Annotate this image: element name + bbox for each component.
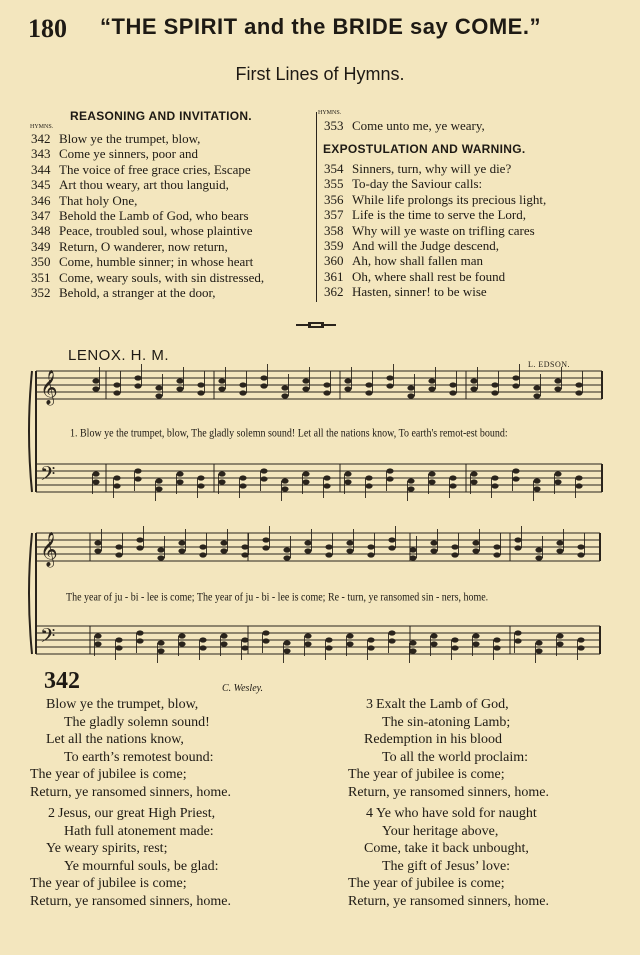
hymn-first-line: And will the Judge descend, xyxy=(352,238,499,253)
composer-name: L. EDSON. xyxy=(528,360,571,369)
verse-line: The year of jubilee is come; xyxy=(30,767,187,782)
hymn-index-number: 360 xyxy=(324,253,344,269)
hymn-first-line: Come unto me, ye weary, xyxy=(352,118,485,133)
hymn-index-number: 343 xyxy=(31,146,51,162)
page-number: 180 xyxy=(28,14,67,43)
verse-line: Return, ye ransomed sinners, home. xyxy=(348,784,550,800)
verse-line: Jesus, our great High Priest, xyxy=(58,806,216,821)
verse-line: Your heritage above, xyxy=(382,823,499,839)
hymn-index-number: 359 xyxy=(324,238,344,253)
hymn-first-line: While life prolongs its precious light, xyxy=(352,191,547,207)
lyric-line-1: 1. Blow ye the trumpet, blow, The gladly solemn sound! Let all the nations know, To earth's remot-est bound: xyxy=(70,427,508,440)
system-1-bass-clef: 𝄢 xyxy=(40,462,56,490)
hymns-label-left: HYMNS. xyxy=(30,124,54,130)
hymn-index-number: 344 xyxy=(31,161,51,177)
verse-number: 2 xyxy=(48,806,55,821)
verse-line: Ye who have sold for naught xyxy=(376,806,537,821)
hymn-first-line: Sinners, turn, why will ye die? xyxy=(352,161,512,176)
verse-line: Hath full atonement made: xyxy=(64,823,214,839)
hymn-index-number: 356 xyxy=(324,191,344,207)
hymn-number: 342 xyxy=(44,668,80,694)
verse-line: The year of jubilee is come; xyxy=(30,876,187,891)
verse-line: The sin-atoning Lamb; xyxy=(382,714,511,730)
hymn-first-line: Hasten, sinner! to be wise xyxy=(352,284,487,300)
hymn-first-line: Come, humble sinner; in whose heart xyxy=(59,254,254,270)
verse-line: Blow ye the trumpet, blow, xyxy=(46,697,199,712)
system-2-brace xyxy=(29,533,32,654)
hymn-index-number: 348 xyxy=(31,223,51,239)
verse-line: Come, take it back unbought, xyxy=(364,841,529,856)
verse-line: Ye weary spirits, rest; xyxy=(46,841,168,856)
hymn-first-line: Blow ye the trumpet, blow, xyxy=(59,131,201,146)
system-1-treble-clef: 𝄞 xyxy=(40,370,58,405)
hymn-first-line: Come, weary souls, with sin distressed, xyxy=(59,269,265,285)
hymn-author: C. Wesley. xyxy=(222,683,264,694)
verse-line: The year of jubilee is come; xyxy=(348,767,505,782)
verse-line: The gift of Jesus’ love: xyxy=(382,858,511,874)
hymn-first-line: Ah, how shall fallen man xyxy=(352,253,484,269)
verse-line: The year of jubilee is come; xyxy=(348,876,505,891)
tune-name: LENOX. H. M. xyxy=(68,347,170,364)
page-title: “THE SPIRIT and the BRIDE say COME.” xyxy=(100,14,541,39)
hymn-index-number: 350 xyxy=(31,254,51,270)
hymn-first-line: The voice of free grace cries, Escape xyxy=(59,161,251,177)
hymn-first-line: Why will ye waste on trifling cares xyxy=(352,222,535,238)
hymn-index-number: 361 xyxy=(324,268,344,284)
hymn-index-number: 362 xyxy=(324,284,344,300)
verse-line: Let all the nations know, xyxy=(46,732,184,747)
verse-number: 3 xyxy=(366,697,373,712)
system-2-bass-clef: 𝄢 xyxy=(40,624,56,652)
verse-line: Ye mournful souls, be glad: xyxy=(64,858,219,874)
hymn-first-line: Behold the Lamb of God, who bears xyxy=(59,208,249,223)
hymn-index-number: 352 xyxy=(31,285,51,300)
verse-line: Return, ye ransomed sinners, home. xyxy=(348,893,550,909)
hymn-index-number: 347 xyxy=(31,208,51,223)
verse-line: To earth’s remotest bound: xyxy=(64,749,214,765)
hymn-index-number: 342 xyxy=(31,131,51,146)
hymn-index-number: 345 xyxy=(31,177,51,193)
hymn-first-line: Life is the time to serve the Lord, xyxy=(352,207,527,223)
verse-line: To all the world proclaim: xyxy=(382,749,528,765)
hymn-first-line: Return, O wanderer, now return, xyxy=(59,238,228,254)
system-2-treble-clef: 𝄞 xyxy=(40,532,58,567)
hymn-first-line: Behold, a stranger at the door, xyxy=(59,285,216,300)
verse-line: The gladly solemn sound! xyxy=(64,714,210,730)
hymn-index-number: 351 xyxy=(31,269,51,285)
hymn-first-line: To-day the Saviour calls: xyxy=(352,176,483,192)
hymn-index-number: 358 xyxy=(324,222,344,238)
hymn-first-line: Peace, troubled soul, whose plaintive xyxy=(59,223,253,239)
hymn-index-number: 354 xyxy=(324,161,344,176)
hymn-first-line: Art thou weary, art thou languid, xyxy=(59,177,229,193)
verse-line: Return, ye ransomed sinners, home. xyxy=(30,893,232,909)
hymn-first-line: Oh, where shall rest be found xyxy=(352,268,506,284)
category-expostulation: EXPOSTULATION AND WARNING. xyxy=(323,142,526,156)
hymn-first-line: That holy One, xyxy=(59,192,138,208)
section-title: First Lines of Hymns. xyxy=(235,64,405,84)
hymn-index-number: 355 xyxy=(324,176,344,192)
hymn-index-number: 346 xyxy=(31,192,51,208)
verse-number: 4 xyxy=(366,806,373,821)
category-reasoning: REASONING AND INVITATION. xyxy=(70,109,252,123)
hymn-index-number: 349 xyxy=(31,238,51,254)
verse-line: Exalt the Lamb of God, xyxy=(376,697,509,712)
system-1-brace xyxy=(29,371,32,492)
verse-line: Return, ye ransomed sinners, home. xyxy=(30,784,232,800)
hymn-index-number: 353 xyxy=(324,118,344,133)
hymns-label-right: HYMNS. xyxy=(318,110,342,116)
verse-line: Redemption in his blood xyxy=(364,732,503,747)
lyric-line-2: The year of ju - bi - lee is come; The year of ju - bi - lee is come; Re - turn, ye ransomed sin - ners, home. xyxy=(66,591,489,604)
hymn-index-number: 357 xyxy=(324,207,344,223)
hymn-first-line: Come ye sinners, poor and xyxy=(59,146,199,162)
